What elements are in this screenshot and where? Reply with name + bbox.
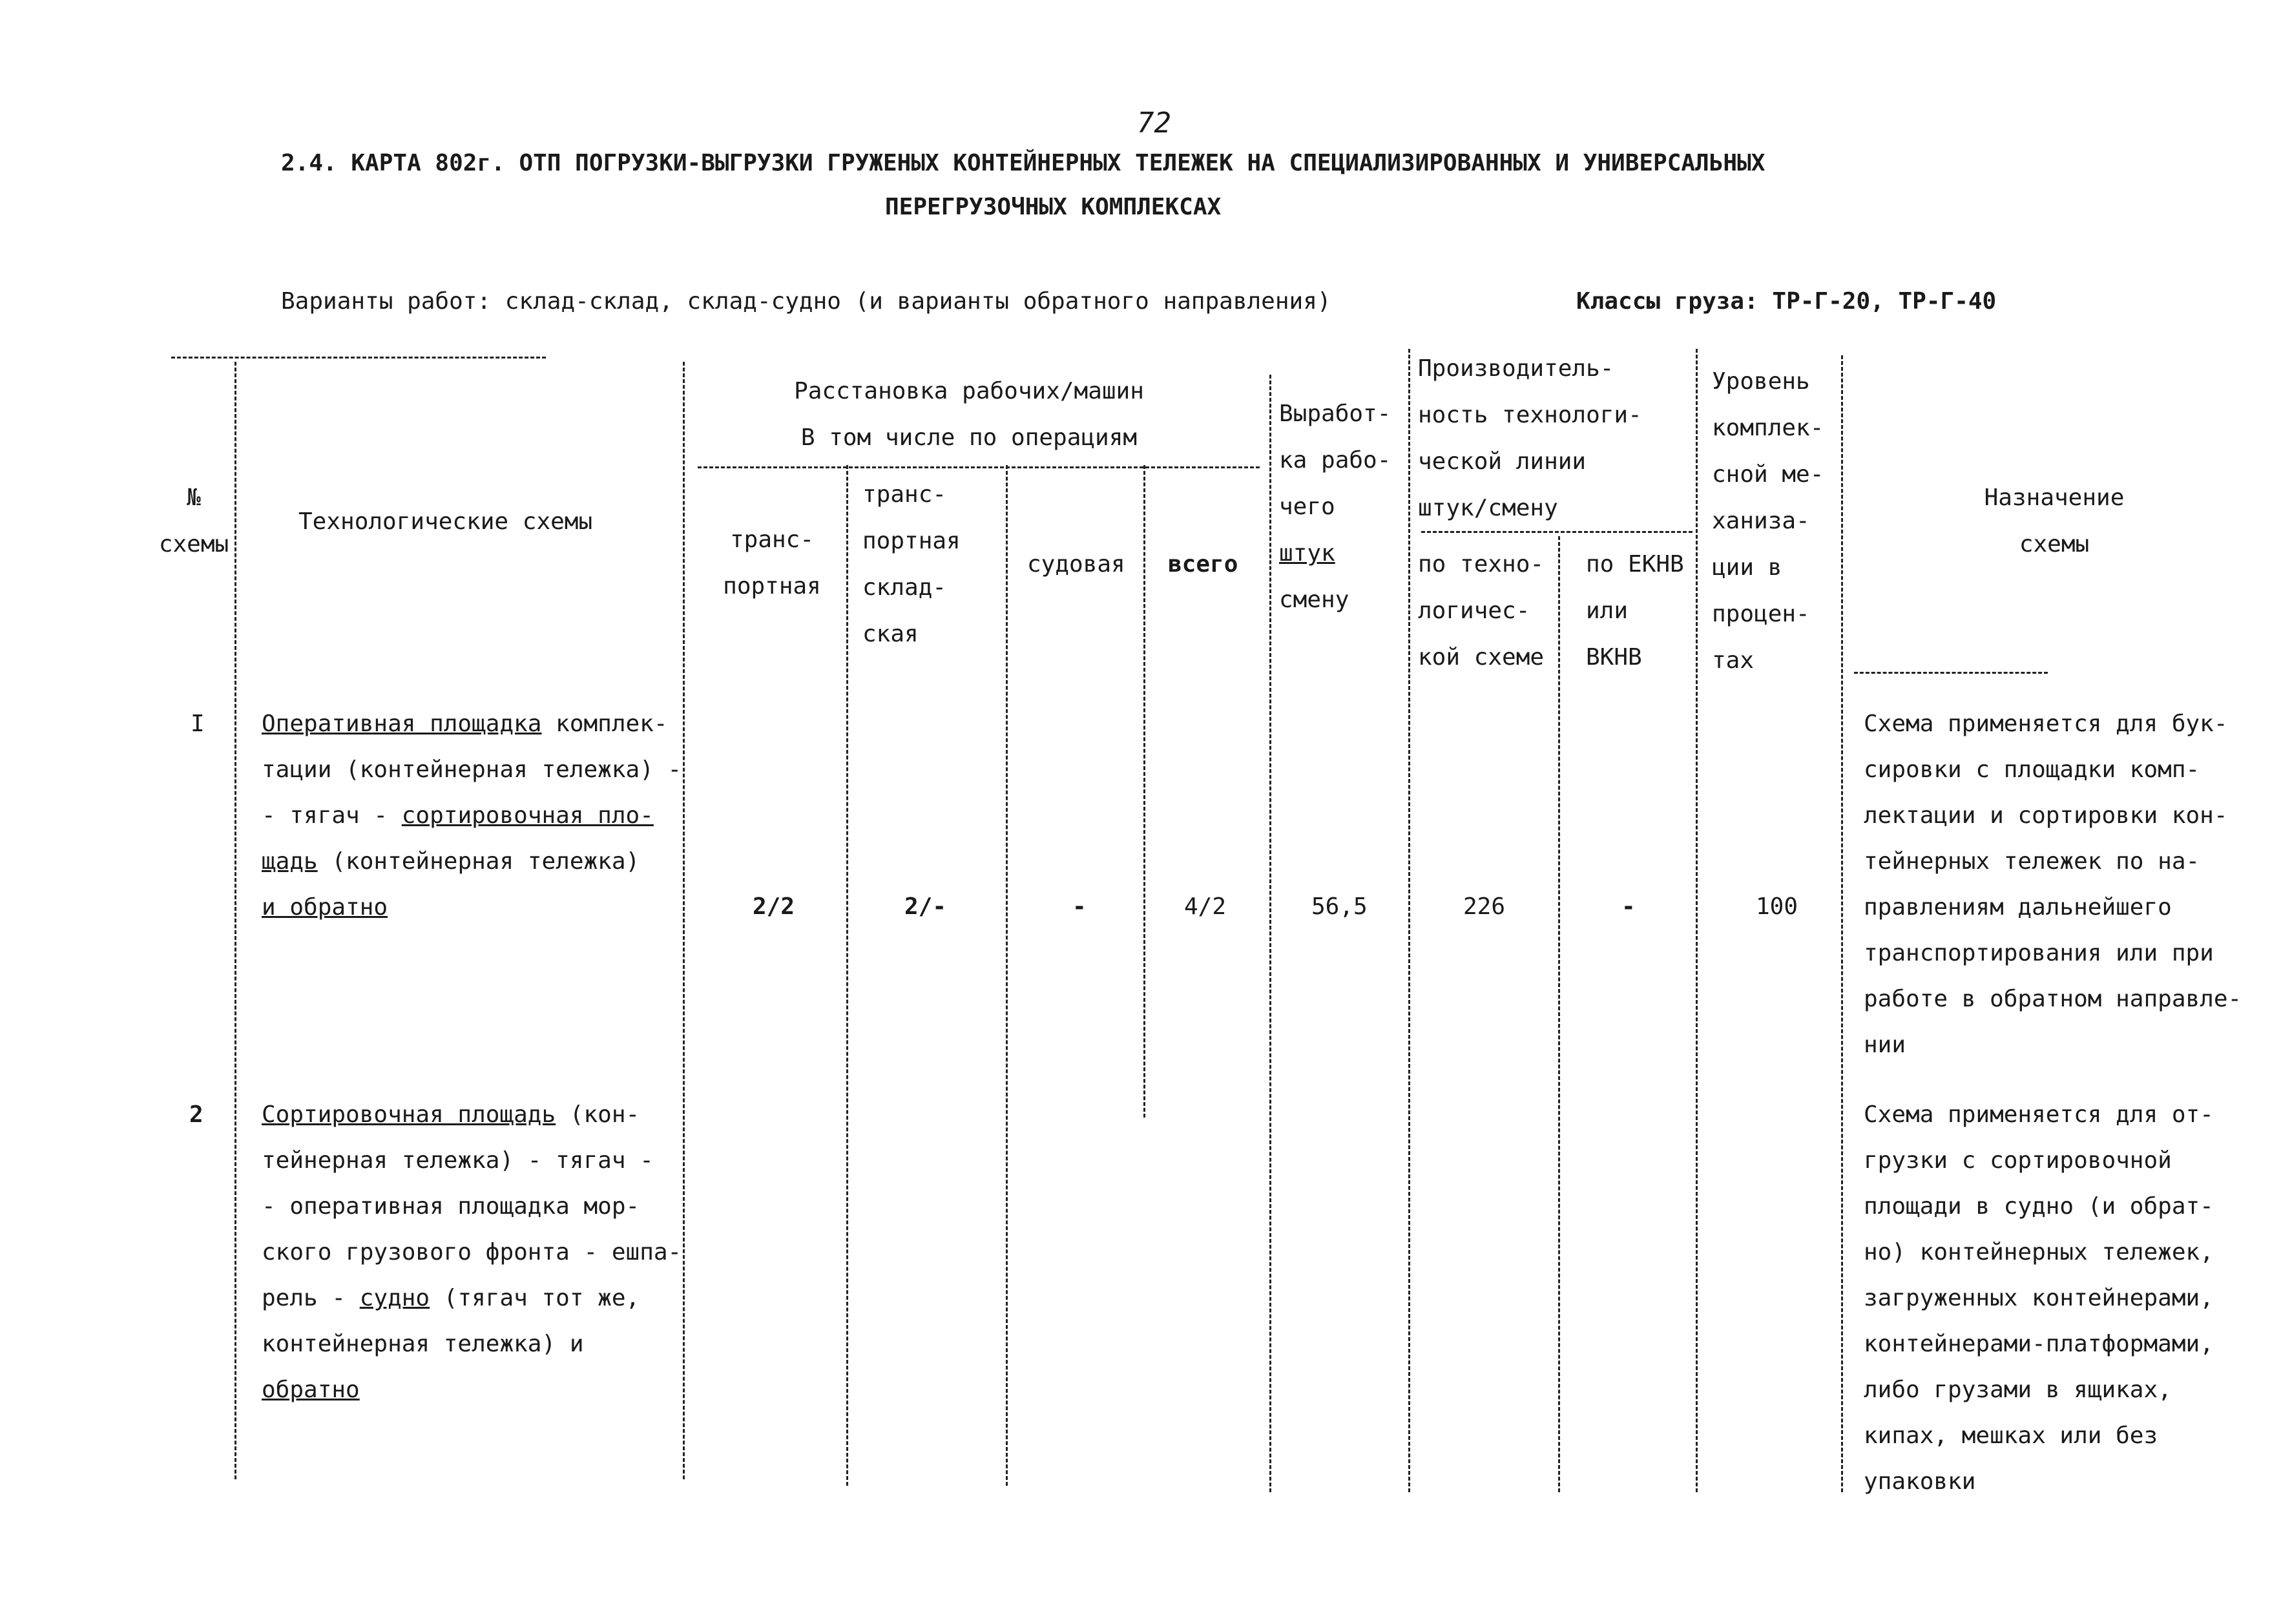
row-1-transport: 2/2 [753, 893, 795, 920]
document-title-line-2: ПЕРЕГРУЗОЧНЫХ КОМПЛЕКСАХ [885, 194, 1222, 220]
header-technological-schemes: Технологические схемы [298, 508, 593, 535]
page-number: 72 [1137, 107, 1171, 140]
row-1-by-scheme: 226 [1463, 893, 1506, 920]
row-1-purpose: Схема применяется для бук- сировки с площадки комп- лектации и сортировки кон- тейнерных тележек по на- правлениям дальнейшего транспортирования или при работе в обратном направле- нии [1864, 711, 2242, 1058]
row-1-output: 56,5 [1311, 893, 1368, 920]
col-divider-transport-warehouse [1006, 465, 1008, 1486]
header-transport-warehouse: транс- портная склад- ская [862, 481, 961, 647]
col-divider-num [234, 362, 236, 1479]
col-divider-mechanization [1841, 355, 1843, 1492]
row-1-scheme: Оперативная площадка комплек- тации (контейнерная тележка) - - тягач - сортировочная пло- щадь (контейнерная тележка) и обратно [262, 711, 682, 921]
header-output: Выработ- ка рабо- чего штук смену [1279, 401, 1391, 613]
col-divider-productivity [1696, 349, 1698, 1492]
row-2-scheme: Сортировочная площадь (кон- тейнерная тележка) - тягач - - оперативная площадка мор- ского грузового фронта - ешпа- рель - судно (тягач тот же, контейнерная тележка) и обратно [262, 1101, 682, 1403]
header-purpose: Назначение схемы [1984, 484, 2125, 557]
header-num: № схемы [158, 484, 229, 557]
col-divider-schemes [683, 362, 685, 1479]
col-divider-total [1269, 375, 1271, 1492]
row-2-purpose: Схема применяется для от- грузки с сортировочной площади в судно (и обрат- но) контейнерных тележек, загруженных контейнерами, контейнерами-платформами, либо грузами в ящиках, кипах, мешках или без упаковки [1864, 1101, 2214, 1495]
cargo-classes: Классы груза: ТР-Г-20, ТР-Г-40 [1576, 288, 1997, 315]
row-1-transport-warehouse: 2/- [904, 893, 947, 920]
row-2-num: 2 [189, 1101, 203, 1128]
table-top-rule [171, 357, 546, 359]
row-1-ship: - [1072, 893, 1087, 920]
header-by-eknv: по ЕКНВ или ВКНВ [1586, 551, 1684, 671]
header-productivity: Производитель- ность технологи- ческой линии штук/смену [1418, 355, 1642, 521]
header-mechanization: Уровень комплек- сной ме- ханиза- ции в процен- тах [1712, 368, 1824, 674]
row-1-by-eknv: - [1621, 893, 1636, 920]
work-variants: Варианты работ: склад-склад, склад-судно (и варианты обратного направления) [281, 288, 1331, 315]
header-by-scheme: по техно- логичес- кой схеме [1418, 551, 1545, 671]
row-1-total: 4/2 [1184, 893, 1227, 920]
col-divider-output [1408, 349, 1410, 1492]
purpose-header-rule [1854, 672, 2048, 674]
col-divider-by-scheme [1558, 536, 1560, 1492]
header-ship: судовая [1027, 551, 1125, 578]
placement-subheader-rule [698, 466, 1260, 468]
header-placement: Расстановка рабочих/машин В том числе по операциям [794, 378, 1144, 451]
header-transport: транс- портная [723, 526, 821, 599]
col-divider-transport [846, 465, 848, 1486]
header-total: всего [1168, 551, 1238, 578]
row-1-num: I [191, 711, 205, 737]
document-title-line-1: 2.4. КАРТА 802г. ОТП ПОГРУЗКИ-ВЫГРУЗКИ ГРУЖЕНЫХ КОНТЕЙНЕРНЫХ ТЕЛЕЖЕК НА СПЕЦИАЛИЗИРОВАННЫХ И УНИВЕРСАЛЬНЫХ [281, 150, 1765, 176]
col-divider-ship [1143, 465, 1145, 1118]
row-1-mechanization: 100 [1756, 893, 1798, 920]
